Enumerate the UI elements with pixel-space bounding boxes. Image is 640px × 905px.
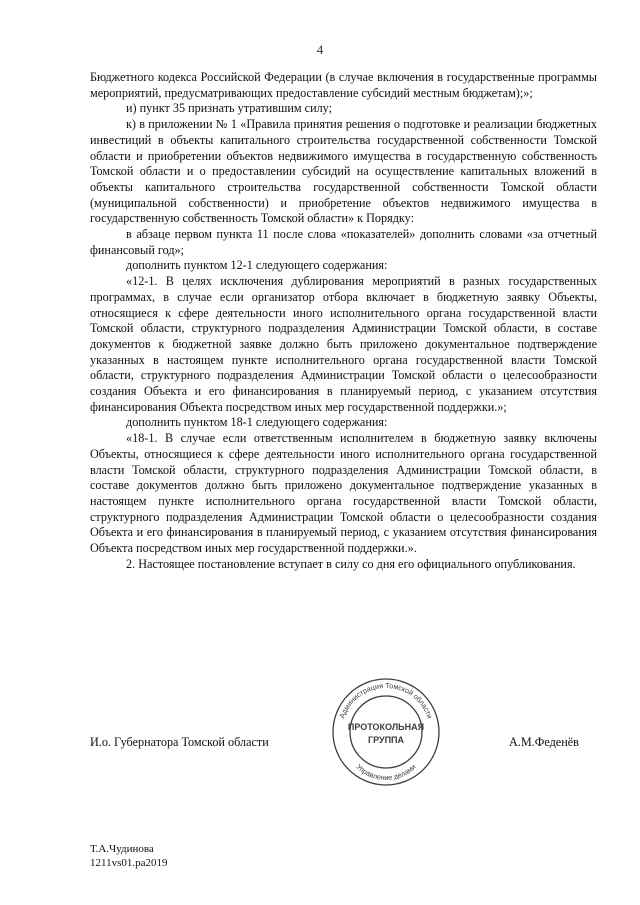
signatory-name: А.М.Феденёв <box>509 735 579 749</box>
stamp-ring-top: Администрация Томской области <box>337 680 435 720</box>
document-code: 1211vs01.pa2019 <box>90 857 168 869</box>
paragraph: в абзаце первом пункта 11 после слова «показателей» дополнить словами «за отчетный финансовый год»; <box>90 227 597 257</box>
paragraph: и) пункт 35 признать утратившим силу; <box>126 101 332 116</box>
paragraph: «18-1. В случае если ответственным исполнителем в бюджетную заявку включены Объекты, относящиеся к сфере деятельности иного исполнительного органа государственной власти Томской области, структурного подразделения Администрации Томской области, в составе документов должно быть приложено документальное подтверждение указанных в настоящем пункте исполнительного органа государственной власти Томской области, структурного подразделения Администрации Томской области о целесообразности создания Объекта и его финансирования в планируемый период, с указанием отсутствия финансирования Объекта посредством иных мер государственной поддержки.». <box>90 431 597 556</box>
page-number: 4 <box>316 42 324 57</box>
paragraph: дополнить пунктом 12-1 следующего содержания: <box>126 258 388 273</box>
paragraph: к) в приложении № 1 «Правила принятия решения о подготовке и реализации бюджетных инвестиций в объекты капитального строительства государственной собственности Томской области и приобретении объектов недвижимого имущества в государственную собственность Томской области и о предоставлении субсидий на осуществление капитальных вложений в объекты капитального строительства государственной собственности Томской области (муниципальной собственности) и приобретение объектов недвижимого имущества в государственную собственность Томской области» к Порядку: <box>90 117 597 226</box>
paragraph: Бюджетного кодекса Российской Федерации (в случае включения в государственные программы мероприятий, предусматривающих предоставление субсидий местным бюджетам);»; <box>90 70 597 100</box>
paragraph: «12-1. В целях исключения дублирования мероприятий в разных государственных программах, в случае если организатор отбора включает в бюджетную заявку Объекты, относящиеся к сфере деятельности иного исполнительного органа государственной власти Томской области, структурного подразделения Администрации Томской области, в составе документов к бюджетной заявке должно быть приложено документальное подтверждение указанных в настоящем пункте исполнительного органа государственной власти Томской области, структурного подразделения Администрации Томской области о целесообразности создания Объекта и его финансирования в планируемый период, с указанием отсутствия финансирования Объекта посредством иных мер государственной поддержки.»; <box>90 274 597 414</box>
executor-name: Т.А.Чудинова <box>90 843 154 855</box>
stamp-center-line2: ГРУППА <box>367 735 405 745</box>
footer <box>90 842 168 870</box>
paragraph: дополнить пунктом 18-1 следующего содержания: <box>126 415 388 430</box>
stamp-ring-bottom: Управление делами <box>354 762 418 783</box>
paragraph: 2. Настоящее постановление вступает в силу со дня его официального опубликования. <box>126 556 576 571</box>
document-body <box>90 70 597 573</box>
stamp-center-line1: ПРОТОКОЛЬНАЯ <box>347 722 425 732</box>
signatory-title: И.о. Губернатора Томской области <box>90 735 269 749</box>
official-stamp <box>330 676 442 788</box>
